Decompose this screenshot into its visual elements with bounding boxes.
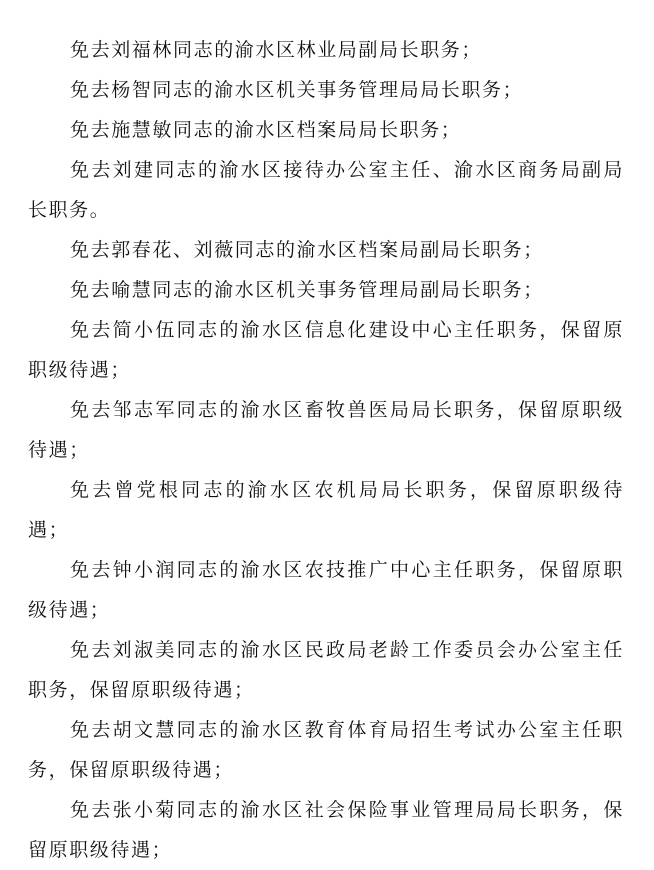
- paragraph: 免去曾党根同志的渝水区农机局局长职务，保留原职级待遇；: [28, 479, 624, 541]
- paragraph: 免去刘淑美同志的渝水区民政局老龄工作委员会办公室主任职务，保留原职级待遇；: [28, 639, 624, 701]
- paragraph: 免去郭春花、刘薇同志的渝水区档案局副局长职务；: [70, 239, 544, 261]
- paragraph: 免去钟小润同志的渝水区农技推广中心主任职务，保留原职级待遇；: [28, 559, 624, 621]
- paragraph: 免去张小菊同志的渝水区社会保险事业管理局局长职务，保留原职级待遇；: [28, 799, 624, 861]
- paragraph: 免去杨智同志的渝水区机关事务管理局局长职务；: [70, 79, 524, 101]
- paragraph: 免去刘福林同志的渝水区林业局副局长职务；: [70, 39, 483, 61]
- paragraph: 免去简小伍同志的渝水区信息化建设中心主任职务，保留原职级待遇；: [28, 319, 624, 381]
- paragraph: 免去胡文慧同志的渝水区教育体育局招生考试办公室主任职务，保留原职级待遇；: [28, 719, 624, 781]
- paragraph: 免去喻慧同志的渝水区机关事务管理局副局长职务；: [70, 279, 544, 301]
- paragraph: 免去邹志军同志的渝水区畜牧兽医局局长职务，保留原职级待遇；: [28, 399, 624, 461]
- document-body: [28, 30, 624, 870]
- paragraph: 免去刘建同志的渝水区接待办公室主任、渝水区商务局副局长职务。: [28, 159, 624, 221]
- paragraph: 免去施慧敏同志的渝水区档案局局长职务；: [70, 119, 462, 141]
